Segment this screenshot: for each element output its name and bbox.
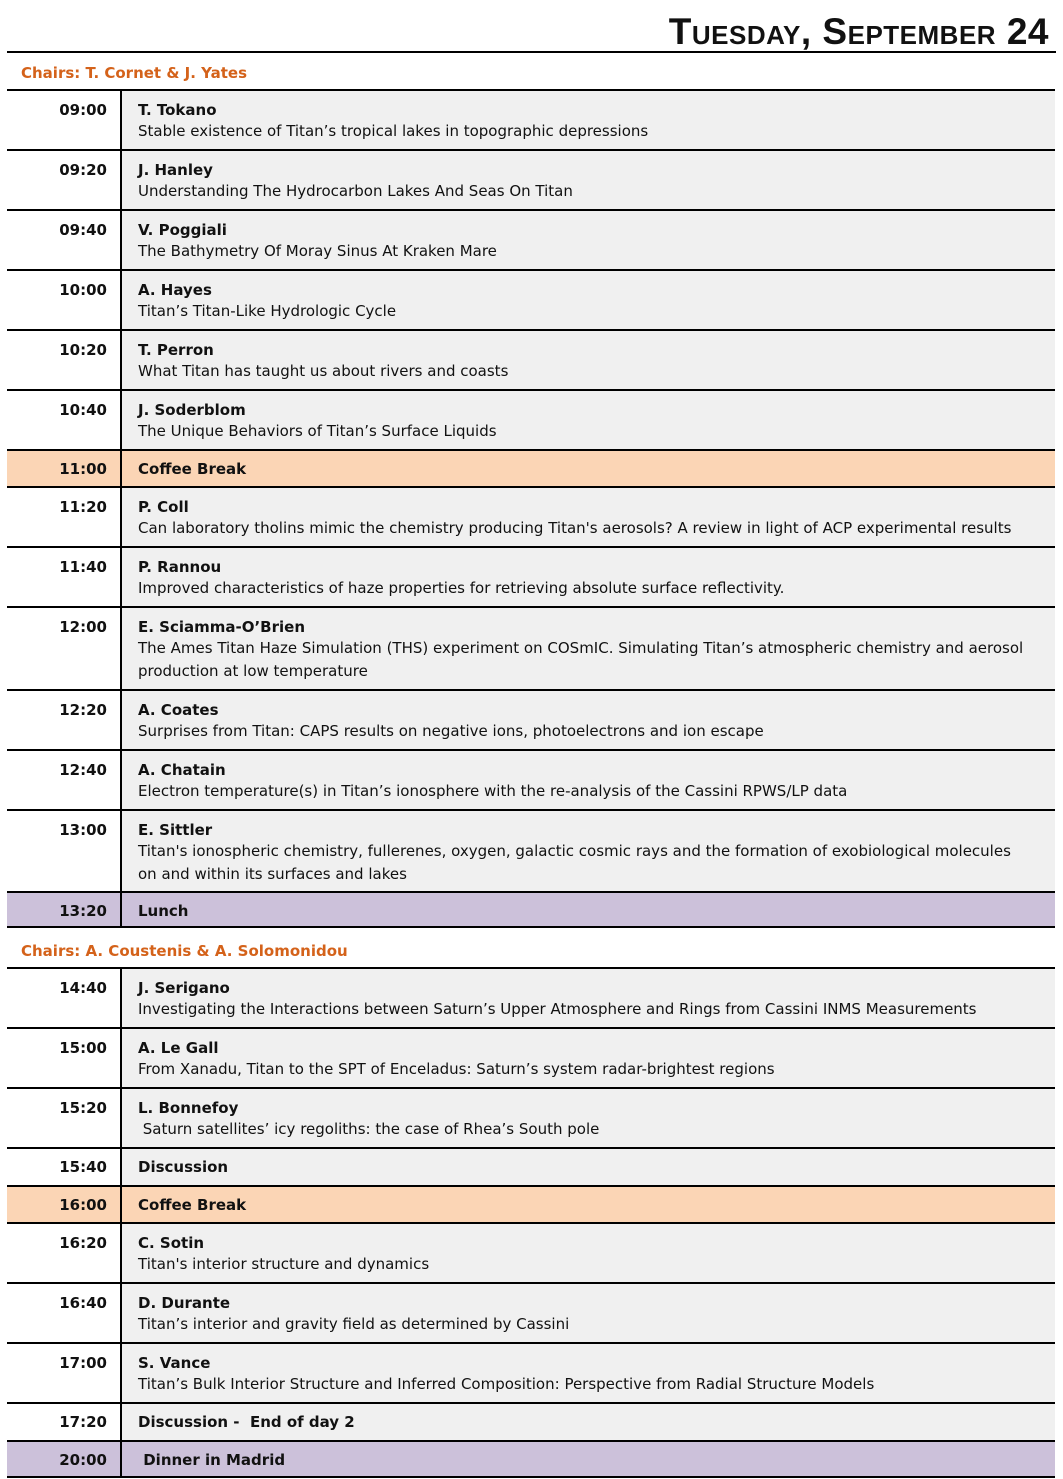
time-slot: 14:40 (59, 979, 107, 997)
time-slot: 10:00 (59, 281, 107, 299)
speaker-name: A. Hayes (138, 281, 212, 299)
time-cell (7, 893, 122, 926)
talk-content (138, 1195, 1033, 1215)
time-slot: 09:20 (59, 161, 107, 179)
schedule-row (7, 546, 1055, 606)
speaker-name: D. Durante (138, 1294, 231, 1312)
time-slot: 15:00 (59, 1039, 107, 1057)
talk-title: Titan's ionospheric chemistry, fullerenes, oxygen, galactic cosmic rays and the formation of exobiological molecules on and within its surfaces and lakes (138, 842, 1016, 883)
talk-title: Surprises from Titan: CAPS results on negative ions, photoelectrons and ion escape (138, 722, 764, 740)
time-cell (7, 811, 122, 891)
time-cell (7, 608, 122, 689)
talk-title: From Xanadu, Titan to the SPT of Enceladus: Saturn’s system radar-brightest regions (138, 1060, 775, 1078)
break-label: Discussion - End of day 2 (138, 1413, 355, 1431)
time-slot: 10:20 (59, 341, 107, 359)
speaker-name: A. Le Gall (138, 1039, 219, 1057)
session-chairs: Chairs: T. Cornet & J. Yates (21, 64, 248, 82)
time-slot: 20:00 (59, 1451, 107, 1469)
time-cell (7, 391, 122, 449)
talk-content (138, 220, 1033, 263)
talk-content (138, 1450, 1033, 1470)
schedule-break-row (7, 1185, 1055, 1222)
speaker-name: T. Tokano (138, 101, 217, 119)
talk-title: Understanding The Hydrocarbon Lakes And Seas On Titan (138, 182, 573, 200)
break-label: Discussion (138, 1158, 229, 1176)
talk-title: Stable existence of Titan’s tropical lakes in topographic depressions (138, 122, 649, 140)
time-cell (7, 1404, 122, 1440)
talk-content (138, 340, 1033, 383)
talk-content (138, 280, 1033, 323)
schedule-break-row (7, 1402, 1055, 1440)
schedule-row (7, 1222, 1055, 1282)
speaker-name: J. Hanley (138, 161, 213, 179)
speaker-name: E. Sciamma-O’Brien (138, 618, 306, 636)
time-cell (7, 1187, 122, 1222)
talk-title: Titan’s Bulk Interior Structure and Inferred Composition: Perspective from Radial Structure Models (138, 1375, 875, 1393)
talk-title: Titan's interior structure and dynamics (138, 1255, 430, 1273)
time-slot: 13:20 (59, 902, 107, 920)
schedule-break-row (7, 1147, 1055, 1185)
speaker-name: P. Rannou (138, 558, 222, 576)
talk-content (138, 1157, 1033, 1177)
time-slot: 12:20 (59, 701, 107, 719)
time-cell (7, 331, 122, 389)
talk-content (138, 617, 1033, 683)
page-title: Tuesday, September 24 (668, 11, 1049, 52)
talk-title: The Bathymetry Of Moray Sinus At Kraken Mare (138, 242, 497, 260)
time-slot: 16:20 (59, 1234, 107, 1252)
time-slot: 11:20 (59, 498, 107, 516)
time-slot: 10:40 (59, 401, 107, 419)
talk-content (138, 1353, 1033, 1396)
time-slot: 12:40 (59, 761, 107, 779)
talk-content (138, 400, 1033, 443)
speaker-name: A. Coates (138, 701, 219, 719)
schedule-row (7, 749, 1055, 809)
speaker-name: T. Perron (138, 341, 214, 359)
talk-title: Titan’s Titan-Like Hydrologic Cycle (138, 302, 397, 320)
talk-title: The Ames Titan Haze Simulation (THS) experiment on COSmIC. Simulating Titan’s atmospheric chemistry and aerosol production at low temperature (138, 639, 1028, 680)
talk-content (138, 1412, 1033, 1432)
schedule-row (7, 1342, 1055, 1402)
talk-title: Can laboratory tholins mimic the chemistry producing Titan's aerosols? A review in light of ACP experimental results (138, 519, 1012, 537)
time-cell (7, 1344, 122, 1402)
time-cell (7, 548, 122, 606)
talk-title: Titan’s interior and gravity field as determined by Cassini (138, 1315, 570, 1333)
schedule-break-row (7, 449, 1055, 486)
speaker-name: P. Coll (138, 498, 189, 516)
time-slot: 16:00 (59, 1196, 107, 1214)
time-cell (7, 1284, 122, 1342)
talk-content (138, 1098, 1033, 1141)
schedule-row (7, 809, 1055, 891)
time-slot: 09:00 (59, 101, 107, 119)
talk-content (138, 557, 1033, 600)
talk-content (138, 497, 1033, 540)
schedule-break-row (7, 891, 1055, 928)
time-slot: 11:40 (59, 558, 107, 576)
schedule-row (7, 389, 1055, 449)
break-label: Coffee Break (138, 460, 247, 478)
time-slot: 16:40 (59, 1294, 107, 1312)
time-slot: 15:40 (59, 1158, 107, 1176)
schedule-row (7, 89, 1055, 149)
time-cell (7, 211, 122, 269)
time-slot: 17:20 (59, 1413, 107, 1431)
talk-content (138, 760, 1033, 803)
talk-title: Saturn satellites’ icy regoliths: the case of Rhea’s South pole (138, 1120, 600, 1138)
schedule-row (7, 689, 1055, 749)
schedule-row (7, 209, 1055, 269)
time-cell (7, 1089, 122, 1147)
speaker-name: A. Chatain (138, 761, 226, 779)
schedule-row (7, 329, 1055, 389)
schedule-row (7, 967, 1055, 1027)
title-divider (7, 51, 1056, 53)
time-cell (7, 1442, 122, 1476)
time-cell (7, 969, 122, 1027)
time-cell (7, 488, 122, 546)
talk-title: Investigating the Interactions between Saturn’s Upper Atmosphere and Rings from Cassini INMS Measurements (138, 1000, 977, 1018)
schedule-row (7, 1027, 1055, 1087)
talk-content (138, 978, 1033, 1021)
talk-content (138, 1293, 1033, 1336)
break-label: Lunch (138, 902, 189, 920)
session-chairs: Chairs: A. Coustenis & A. Solomonidou (21, 942, 348, 960)
time-cell (7, 1149, 122, 1185)
talk-title: The Unique Behaviors of Titan’s Surface Liquids (138, 422, 497, 440)
schedule-row (7, 606, 1055, 689)
talk-title: What Titan has taught us about rivers and coasts (138, 362, 509, 380)
time-cell (7, 691, 122, 749)
talk-content (138, 459, 1033, 479)
time-slot: 12:00 (59, 618, 107, 636)
break-label: Dinner in Madrid (138, 1451, 286, 1469)
talk-content (138, 700, 1033, 743)
time-slot: 13:00 (59, 821, 107, 839)
time-slot: 15:20 (59, 1099, 107, 1117)
time-cell (7, 271, 122, 329)
time-cell (7, 751, 122, 809)
schedule-row (7, 486, 1055, 546)
talk-title: Improved characteristics of haze properties for retrieving absolute surface reflectivity. (138, 579, 785, 597)
talk-content (138, 1038, 1033, 1081)
time-slot: 17:00 (59, 1354, 107, 1372)
speaker-name: S. Vance (138, 1354, 211, 1372)
talk-content (138, 100, 1033, 143)
talk-title: Electron temperature(s) in Titan’s ionosphere with the re-analysis of the Cassini RPWS/LP data (138, 782, 848, 800)
speaker-name: V. Poggiali (138, 221, 227, 239)
schedule-row (7, 269, 1055, 329)
talk-content (138, 1233, 1033, 1276)
speaker-name: C. Sotin (138, 1234, 205, 1252)
break-label: Coffee Break (138, 1196, 247, 1214)
schedule-row (7, 1087, 1055, 1147)
schedule-break-row (7, 1440, 1055, 1478)
time-cell (7, 1224, 122, 1282)
schedule-row (7, 149, 1055, 209)
speaker-name: J. Serigano (138, 979, 230, 997)
talk-content (138, 901, 1033, 921)
time-cell (7, 451, 122, 486)
speaker-name: J. Soderblom (138, 401, 246, 419)
schedule-row (7, 1282, 1055, 1342)
time-cell (7, 91, 122, 149)
time-cell (7, 151, 122, 209)
time-cell (7, 1029, 122, 1087)
speaker-name: E. Sittler (138, 821, 213, 839)
speaker-name: L. Bonnefoy (138, 1099, 239, 1117)
time-slot: 09:40 (59, 221, 107, 239)
talk-content (138, 820, 1033, 886)
time-slot: 11:00 (59, 460, 107, 478)
talk-content (138, 160, 1033, 203)
